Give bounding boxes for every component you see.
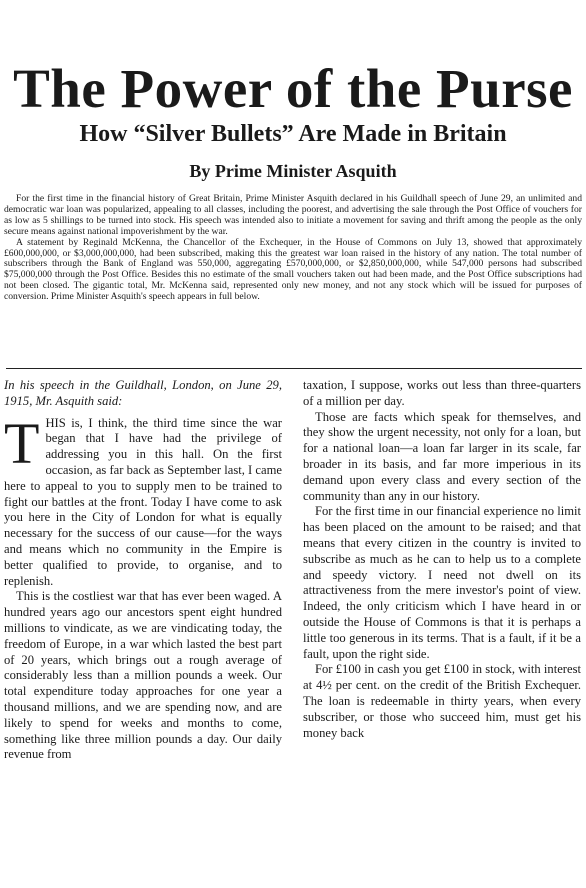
body-paragraph: For the first time in our financial experience no limit has been placed on the amount to be raised; and that means that every citizen in the country is invited to subscribe as much as he can to help us to a complete and speedy victory. I need not dwell on its attractiveness from the mere investor's point of view. Indeed, the only criticism which I have heard in or outside the House of Commons is that it is perhaps a little too generous in its terms. That is a fault, if it be a fault, upon the right side. xyxy=(303,504,581,661)
body-column-right xyxy=(303,378,581,741)
drop-cap: T xyxy=(4,410,40,476)
intro-summary xyxy=(4,194,582,303)
body-paragraph xyxy=(4,410,282,590)
body-paragraph: For £100 in cash you get £100 in stock, with interest at 4½ per cent. on the credit of the British Exchequer. The loan is redeemable in thirty years, when every subscriber, or those who succeed him, must get his money back xyxy=(303,662,581,740)
article-title: The Power of the Purse xyxy=(13,58,573,119)
article-byline: By Prime Minister Asquith xyxy=(189,161,397,181)
body-paragraph: taxation, I suppose, works out less than three-quarters of a million per day. xyxy=(303,378,581,408)
intro-paragraph: A statement by Reginald McKenna, the Chancellor of the Exchequer, in the House of Commons on July 13, showed that approximately £600,000,000, or $3,000,000,000, had been subscribed, making this the greatest war loan raised in the history of any nation. The total number of subscribers through the Bank of England was 550,000, aggregating £570,000,000, or $2,850,000,000, while 547,000 persons had subscribed $75,000,000 through the Post Office. Besides this no estimate of the small vouchers taken out had been made, and the Post Office subscriptions had not been closed. The gigantic total, Mr. McKenna said, represented only new money, and not any stock which will be issued for purposes of conversion. Prime Minister Asquith's speech appears in full below. xyxy=(4,236,582,303)
article-subtitle: How “Silver Bullets” Are Made in Britain xyxy=(79,121,507,147)
body-paragraph: This is the costliest war that has ever been waged. A hundred years ago our ancestors spent eight hundred millions to vindicate, as we are vindicating today, the freedom of Europe, in a war which lasted the best part of 20 years, which brings out a rough average of considerably less than a million pounds a week. Our total expenditure today approaches for one year a thousand millions, and we are spending now, and are likely to spend for weeks and months to come, something like three million pounds a day. Our daily revenue from xyxy=(4,589,282,762)
body-text: HIS is, I think, the third time since the war began that I have had the privilege of addressing you in this hall. On the first occasion, as far back as September last, I came here to appeal to you to supply men to be trained to fight our battles at the front. Today I have come to ask you here in the City of London for what is equally necessary for the success of our cause—for the ways and means which no community in the Empire is better qualified to provide, to organise, and to replenish. xyxy=(4,415,282,588)
intro-paragraph: For the first time in the financial history of Great Britain, Prime Minister Asquith declared in his Guildhall speech of June 29, an unlimited and democratic war loan was popularized, appealing to all classes, including the poorest, and advertising the sale through the Post Office of vouchers for as low as 5 shillings to be turned into stock. His speech was intended also to initiate a movement for saving and thrift among the people as the only secure means against national impoverishment by the war. xyxy=(4,193,582,237)
section-divider xyxy=(6,368,582,369)
body-column-left xyxy=(4,378,282,763)
body-paragraph: Those are facts which speak for themselves, and they show the urgent necessity, not only for a loan, but for a national loan—a loan far larger in its scale, far broader in its basis, and far more imperious in its demand upon every class and every section of the community than any in our history. xyxy=(303,409,581,503)
speech-intro: In his speech in the Guildhall, London, on June 29, 1915, Mr. Asquith said: xyxy=(4,378,282,408)
